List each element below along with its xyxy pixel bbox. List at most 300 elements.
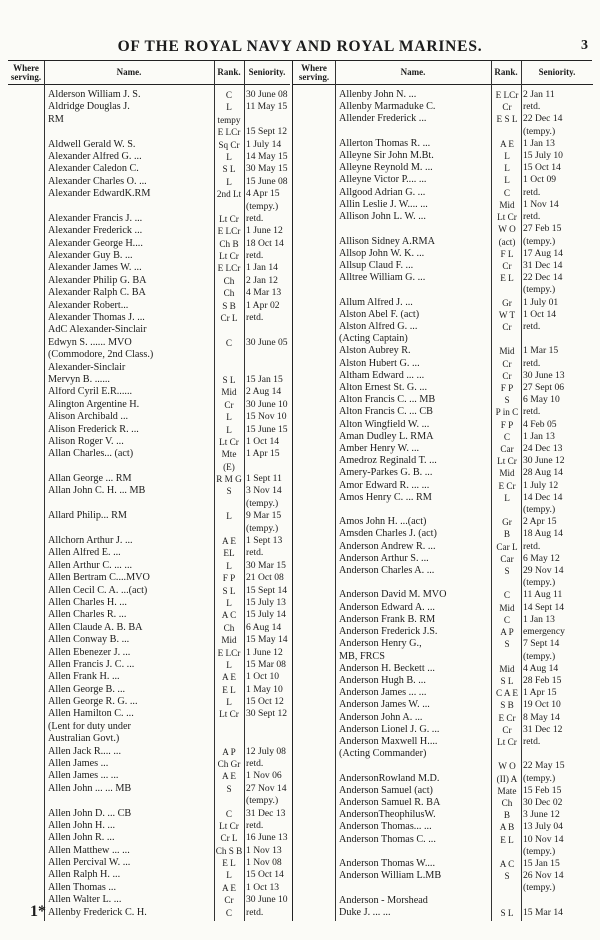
officer-seniority: 15 Mar 08 (246, 659, 286, 670)
officer-seniority: 31 Dec 12 (523, 724, 563, 735)
officer-rank: E L (222, 858, 236, 869)
officer-name: Edwyn S. ...... MVO (48, 337, 132, 348)
officer-seniority: (tempy.) (523, 846, 556, 857)
officer-seniority: retd. (523, 358, 541, 369)
officer-seniority: 30 June 12 (523, 456, 565, 467)
officer-seniority: 1 Sept 13 (246, 536, 283, 546)
officer-rank: C A E (496, 688, 518, 699)
officer-seniority: 18 Aug 14 (523, 529, 563, 540)
officer-seniority: 30 June 10 (246, 895, 288, 906)
officer-rank: L (226, 151, 232, 162)
officer-rank: C (503, 614, 511, 625)
officer-seniority: 2 Jan 12 (246, 275, 278, 286)
officer-rank: C (225, 337, 233, 348)
officer-rank: E Cr (498, 480, 516, 491)
officer-name: Allen Walter L. ... (48, 895, 122, 906)
officer-name: Alton Francis C. ... MB (339, 395, 436, 406)
officer-name: Allen Cecil C. A. ...(act) (48, 585, 148, 596)
officer-name: Allard Philip... RM (48, 511, 127, 522)
officer-name: Allsop John W. K. ... (339, 248, 425, 259)
officer-seniority: emergency (523, 627, 565, 638)
officer-name: Alison Roger V. ... (48, 436, 124, 447)
officer-name: Alexander Frederick ... (48, 226, 143, 237)
officer-rank: 2nd Lt (216, 189, 242, 200)
officer-rank: E L (500, 834, 514, 845)
officer-name: (Acting Captain) (339, 334, 408, 345)
officer-name: Anderson Thomas C. ... (339, 834, 436, 845)
officer-rank: E S L (496, 114, 518, 125)
officer-rank: A E (221, 771, 237, 782)
officer-seniority: 18 Oct 14 (246, 238, 284, 249)
officer-rank: C (225, 90, 233, 100)
officer-rank: L (504, 163, 510, 174)
officer-rank: Cr (502, 370, 512, 381)
officer-name: Allen Charles R. ... (48, 610, 127, 621)
officer-seniority: retd. (246, 251, 264, 261)
officer-rank: E LCr (217, 263, 241, 274)
officer-name: Alison Archibald ... (48, 412, 129, 423)
officer-name: Allan George ... RM (48, 474, 132, 484)
officer-name: Alexander Guy B. ... (48, 251, 133, 261)
officer-rank: (II) A (496, 773, 518, 784)
officer-rank: E LCr (217, 226, 241, 237)
officer-rank: EL (223, 548, 235, 559)
officer-name: Amedroz Reginald T. ... (339, 456, 437, 467)
officer-seniority: 17 Aug 14 (523, 248, 563, 259)
officer-rank: B (503, 810, 511, 821)
officer-name: Allen Ebenezer J. ... (48, 647, 131, 658)
officer-name: Alleyne Reynold M. ... (339, 163, 433, 174)
left-column-header (8, 61, 290, 85)
officer-seniority: 9 Mar 15 (246, 511, 282, 522)
officer-rank: F L (500, 248, 514, 259)
officer-name: (Commodore, 2nd Class.) (48, 350, 154, 361)
officer-seniority: 27 Sept 06 (523, 382, 565, 393)
officer-rank: Ch (223, 288, 235, 299)
officer-rank: Mte (221, 449, 237, 460)
officer-name: Anderson Thomas W.... (339, 859, 436, 869)
officer-name: Allen Conway B. ... (48, 635, 130, 646)
officer-rank: Ch B (219, 238, 239, 249)
right-column-header (293, 61, 593, 85)
officer-seniority: 31 Dec 14 (523, 260, 563, 271)
officer-rank: E LCr (217, 127, 241, 138)
officer-rank: E L (500, 273, 514, 284)
officer-rank: Mid (499, 602, 515, 613)
officer-seniority: 30 Sept 12 (246, 709, 288, 720)
officer-name: Alexander Ralph C. BA (48, 288, 146, 299)
officer-rank: Ch (223, 275, 235, 286)
officer-seniority: (tempy.) (523, 578, 556, 589)
officer-rank: L (226, 597, 232, 608)
officer-name: Anderson William L.MB (339, 871, 442, 882)
officer-seniority: retd. (246, 907, 264, 918)
officer-seniority: 30 June 13 (523, 370, 565, 381)
officer-seniority: 8 May 14 (523, 712, 560, 723)
officer-rank: S (226, 783, 232, 794)
officer-rank: W T (498, 309, 516, 320)
officer-directory (8, 60, 592, 921)
officer-name: Alston Aubrey R. (339, 346, 411, 357)
officer-rank: Car (500, 444, 514, 454)
officer-seniority: retd. (523, 212, 541, 223)
officer-seniority: 4 Apr 15 (246, 189, 280, 200)
officer-rank: S L (500, 675, 514, 686)
officer-seniority: 28 Aug 14 (523, 468, 563, 479)
officer-name: Allen Francis J. C. ... (48, 659, 135, 670)
officer-seniority: 3 June 12 (523, 810, 560, 821)
officer-seniority: (tempy.) (246, 498, 279, 509)
officer-rank: (E) (223, 461, 235, 472)
officer-rank: E LCr (495, 90, 519, 100)
officer-rank: Gr (502, 297, 512, 308)
officer-rank: A P (500, 627, 514, 638)
officer-name: Allen Hamilton C. ... (48, 709, 134, 720)
officer-name: Alexander Thomas J. ... (48, 313, 145, 323)
officer-name: Allen Percival W. ... (48, 858, 131, 869)
officer-name: Altham Edward ... ... (339, 370, 425, 381)
officer-name: Allin Leslie J. W.... ... (339, 199, 428, 210)
officer-seniority: 30 Dec 02 (523, 797, 563, 808)
officer-rank: Ch Gr (217, 759, 241, 769)
officer-rank: S (504, 566, 510, 576)
officer-rank: tempy (217, 114, 241, 125)
officer-rank: Lt Cr (219, 251, 239, 261)
left-column (8, 61, 290, 921)
header-name: Name. (400, 67, 426, 77)
officer-seniority: retd. (523, 541, 541, 552)
officer-rank: R M G (216, 474, 242, 484)
officer-rank: S L (222, 164, 236, 175)
officer-rank: Ch S B (215, 845, 243, 856)
officer-name: Allison John L. W. ... (339, 212, 426, 223)
officer-rank: A E (221, 536, 237, 546)
header-rank: Rank. (494, 67, 518, 77)
officer-seniority: 1 July 01 (523, 297, 559, 308)
officer-rank: L (226, 176, 232, 187)
officer-seniority: 24 Dec 13 (523, 444, 563, 454)
officer-seniority: 15 Jan 15 (523, 859, 560, 869)
officer-seniority: 15 Nov 10 (246, 412, 287, 423)
officer-name: Alexander Charles O. ... (48, 176, 147, 187)
officer-name: Anderson Edward A. ... (339, 602, 435, 613)
officer-seniority: 15 Oct 14 (523, 163, 561, 174)
officer-rank: Mate (497, 785, 517, 796)
officer-name: Allen George B. ... (48, 684, 126, 695)
officer-rank: E L (222, 684, 236, 695)
officer-rank: C (503, 590, 511, 601)
officer-name: Amery-Parkes G. B. ... (339, 468, 433, 479)
officer-name: Allen John D. ... CB (48, 808, 132, 819)
officer-seniority: 14 May 15 (246, 151, 288, 162)
officer-rank: Ch (501, 797, 513, 808)
officer-rank: S (226, 486, 232, 497)
officer-rank: S (504, 871, 510, 882)
header-where-serving: Where serving. (10, 62, 42, 82)
officer-rank: L (504, 492, 510, 503)
officer-name: Alltree William G. ... (339, 273, 426, 284)
officer-seniority: 1 Sept 11 (246, 474, 282, 484)
officer-seniority: (tempy.) (246, 201, 279, 212)
officer-rank: W O (498, 761, 516, 772)
page-header (0, 38, 600, 56)
officer-seniority: 27 Feb 15 (523, 224, 562, 235)
officer-rank: Mid (499, 199, 515, 210)
officer-rank: S (504, 639, 510, 650)
officer-rank: S L (222, 374, 236, 385)
officer-seniority: 11 May 15 (246, 102, 288, 113)
officer-seniority: 15 July 13 (246, 597, 286, 608)
officer-seniority: retd. (523, 102, 541, 113)
officer-seniority: 21 Oct 08 (246, 573, 284, 584)
officer-seniority: 26 Nov 14 (523, 871, 564, 882)
officer-name: Amos John H. ...(act) (339, 517, 427, 528)
officer-rank: Cr (224, 895, 234, 906)
officer-name: Aman Dudley L. RMA (339, 431, 434, 442)
officer-seniority: 15 Oct 12 (246, 697, 284, 707)
officer-seniority: 15 Oct 14 (246, 870, 284, 881)
officer-seniority: 14 Dec 14 (523, 492, 563, 503)
officer-rank: S L (222, 585, 236, 596)
officer-seniority: 11 Aug 11 (523, 590, 563, 601)
officer-name: Alton Francis C. ... CB (339, 407, 433, 418)
officer-seniority: retd. (246, 313, 264, 323)
officer-seniority: 19 Oct 10 (523, 700, 561, 711)
officer-seniority: retd. (246, 548, 264, 559)
officer-name: Allender Frederick ... (339, 114, 427, 125)
officer-name: Alderson William J. S. (48, 90, 141, 100)
officer-seniority: 16 June 13 (246, 833, 288, 844)
officer-name: Anderson Charles A. ... (339, 566, 435, 576)
officer-rank: C (503, 187, 511, 198)
officer-name: Anderson David M. MVO (339, 590, 447, 601)
officer-name: Allen Thomas ... (48, 882, 117, 893)
officer-seniority: 1 June 12 (246, 647, 283, 658)
officer-seniority: 1 Jan 13 (523, 138, 555, 149)
officer-seniority: 30 June 05 (246, 337, 288, 348)
officer-rank: S B (222, 300, 236, 311)
officer-name: Anderson Maxwell H.... (339, 736, 438, 747)
officer-seniority: 1 June 12 (246, 226, 283, 237)
officer-seniority: (tempy.) (523, 126, 556, 137)
officer-rank: A C (221, 610, 237, 621)
officer-name: RM (48, 114, 64, 125)
officer-name: Allen Claude A. B. BA (48, 622, 143, 633)
officer-name: Allen Frank H. ... (48, 672, 120, 683)
officer-name: Allum Alfred J. ... (339, 297, 413, 308)
officer-name: Amber Henry W. ... (339, 444, 420, 454)
officer-seniority: 3 Nov 14 (246, 486, 282, 497)
officer-seniority: 1 Nov 08 (246, 858, 282, 869)
officer-seniority: 1 Oct 14 (523, 309, 557, 320)
officer-rank: Lt Cr (219, 820, 239, 831)
officer-name: Anderson Arthur S. ... (339, 553, 429, 564)
officer-rank: Cr L (220, 833, 238, 844)
officer-seniority: retd. (523, 407, 541, 418)
officer-name: AndersonTheophilusW. (339, 810, 436, 821)
officer-rank: Mid (221, 387, 237, 398)
officer-name: Alston Hubert G. ... (339, 358, 420, 369)
officer-name: Allen Charles H. ... (48, 597, 127, 608)
officer-seniority: (tempy.) (246, 796, 279, 807)
page-number: 3 (581, 38, 588, 53)
officer-seniority: 1 Jan 13 (523, 431, 555, 442)
officer-seniority: 1 July 14 (246, 139, 282, 150)
officer-rank: Gr (502, 517, 512, 528)
officer-seniority: 15 June 15 (246, 424, 288, 435)
officer-rank: S (504, 395, 510, 406)
officer-seniority: 15 Mar 14 (523, 907, 563, 918)
officer-name: Allsup Claud F. ... (339, 260, 414, 271)
officer-name: Anderson Samuel (act) (339, 785, 433, 796)
officer-rank: Cr (502, 358, 512, 369)
officer-seniority: (tempy.) (246, 523, 279, 534)
officer-seniority: 15 July 10 (523, 151, 563, 161)
officer-name: Alton Ernest St. G. ... (339, 382, 428, 393)
officer-seniority: 27 Nov 14 (246, 783, 287, 794)
officer-seniority: 15 May 14 (246, 635, 288, 646)
officer-name: Allenby Marmaduke C. (339, 102, 436, 113)
officer-rank: Mid (499, 468, 515, 479)
officer-seniority: 30 May 15 (246, 164, 288, 175)
officer-seniority: (tempy.) (523, 236, 556, 247)
officer-seniority: 15 June 08 (246, 176, 288, 187)
officer-seniority: 6 May 12 (523, 553, 560, 564)
officer-name: Allen John H. ... (48, 820, 116, 831)
officer-seniority: 28 Feb 15 (523, 675, 562, 686)
officer-name: Alexander Alfred G. ... (48, 151, 142, 162)
officer-name: Alexander Francis J. ... (48, 213, 143, 224)
officer-name: Alston Abel F. (act) (339, 309, 420, 320)
header-seniority: Seniority. (538, 67, 576, 77)
officer-rank: L (226, 412, 232, 423)
officer-name: Alford Cyril E.R...... (48, 387, 133, 398)
officer-name: Amor Edward R. ... ... (339, 480, 430, 491)
officer-rank: Cr (502, 321, 512, 332)
officer-rank: C (225, 808, 233, 819)
officer-seniority: 1 Oct 14 (246, 436, 280, 447)
officer-rank: Cr L (220, 313, 238, 323)
officer-seniority: retd. (523, 736, 541, 747)
officer-rank: C (225, 907, 233, 918)
officer-seniority: 22 Dec 14 (523, 273, 563, 284)
officer-name: Anderson Henry G., (339, 639, 422, 650)
officer-name: Alexander-Sinclair (48, 362, 126, 373)
officer-rank: S L (500, 907, 514, 918)
officer-seniority: 29 Nov 14 (523, 566, 564, 576)
officer-name: AndersonRowland M.D. (339, 773, 440, 784)
officer-name: Allen James ... ... (48, 771, 119, 782)
officer-name: Anderson Frederick J.S. (339, 627, 438, 638)
officer-name: Anderson Hugh B. ... (339, 675, 426, 686)
officer-rank: Lt Cr (219, 213, 239, 224)
officer-rank: L (504, 151, 510, 161)
officer-name: Alison Frederick R. ... (48, 424, 139, 435)
officer-name: Allen Ralph H. ... (48, 870, 121, 881)
officer-rank: E LCr (217, 647, 241, 658)
officer-seniority: 15 Sept 12 (246, 127, 288, 138)
officer-seniority: 1 Nov 14 (523, 199, 559, 210)
officer-seniority: retd. (246, 213, 264, 224)
officer-name: Anderson Thomas... ... (339, 822, 432, 833)
officer-rank: Cr (502, 260, 512, 271)
officer-name: Allen Matthew ... ... (48, 845, 130, 856)
officer-rank: Lt Cr (497, 212, 517, 223)
officer-rank: F P (500, 419, 514, 430)
officer-rank: A E (221, 882, 237, 893)
officer-seniority: 4 Feb 05 (523, 419, 557, 430)
officer-seniority: 1 Oct 13 (246, 882, 280, 893)
officer-rank: A C (499, 859, 515, 869)
officer-seniority: 6 Aug 14 (246, 622, 282, 633)
officer-rank: Lt Cr (219, 709, 239, 720)
officer-seniority: 14 Sept 14 (523, 602, 565, 613)
officer-seniority: retd. (246, 759, 264, 769)
officer-seniority: 2 Apr 15 (523, 517, 557, 528)
officer-name: Alleyne Sir John M.Bt. (339, 151, 434, 161)
officer-name: Allenby John N. ... (339, 90, 417, 100)
officer-rank: Lt Cr (497, 456, 517, 467)
officer-name: Anderson James ... ... (339, 688, 427, 699)
officer-seniority: (tempy.) (523, 883, 556, 894)
officer-rank: Lt Cr (497, 736, 517, 747)
officer-seniority: 30 June 08 (246, 90, 288, 100)
officer-name: Allan John C. H. ... MB (48, 486, 146, 497)
officer-name: Alexander Caledon C. (48, 164, 139, 175)
officer-rank: Cr (502, 102, 512, 113)
officer-name: Mervyn B. ...... (48, 374, 110, 385)
officer-name: Aldwell Gerald W. S. (48, 139, 136, 150)
officer-rank: L (226, 697, 232, 707)
officer-name: Anderson Frank B. RM (339, 614, 436, 625)
officer-name: Alton Wingfield W. ... (339, 419, 430, 430)
officer-name: Anderson - Morshead (339, 895, 428, 906)
officer-seniority: 1 Apr 15 (523, 688, 557, 699)
officer-rank: L (226, 560, 232, 571)
officer-name: Allen Bertram C....MVO (48, 573, 150, 584)
officer-name: Allison Sidney A.RMA (339, 236, 435, 247)
officer-name: Alston Alfred G. ... (339, 321, 418, 332)
officer-seniority: 1 Jan 14 (246, 263, 278, 274)
header-where-serving: Where serving. (298, 62, 330, 82)
header-name: Name. (116, 67, 142, 77)
officer-rank: L (226, 102, 232, 113)
officer-name: Allen Jack R.... ... (48, 746, 121, 757)
officer-rank: (act) (498, 236, 516, 247)
officer-rank: Mid (499, 663, 515, 674)
officer-name: Aldridge Douglas J. (48, 102, 130, 113)
officer-seniority: 1 Oct 10 (246, 672, 280, 683)
officer-rank: Lt Cr (219, 436, 239, 447)
officer-name: Allchorn Arthur J. ... (48, 536, 133, 546)
officer-seniority: 1 Oct 09 (523, 175, 557, 186)
officer-name: Alleyne Victor P.... ... (339, 175, 427, 186)
officer-name: Alington Argentine H. (48, 399, 140, 410)
officer-seniority: 1 May 10 (246, 684, 283, 695)
officer-rank: Cr (224, 399, 234, 410)
officer-rank: L (226, 659, 232, 670)
officer-name: Anderson Andrew R. ... (339, 541, 436, 552)
left-entries (8, 90, 290, 921)
officer-seniority: 22 Dec 14 (523, 114, 563, 125)
officer-name: (Acting Commander) (339, 749, 427, 760)
officer-seniority: 1 Mar 15 (523, 346, 559, 357)
officer-rank: W O (498, 224, 516, 235)
officer-name: Allen James ... (48, 759, 109, 769)
officer-seniority: 2 Aug 14 (246, 387, 282, 398)
officer-seniority: (tempy.) (523, 285, 556, 296)
officer-seniority: retd. (246, 820, 264, 831)
